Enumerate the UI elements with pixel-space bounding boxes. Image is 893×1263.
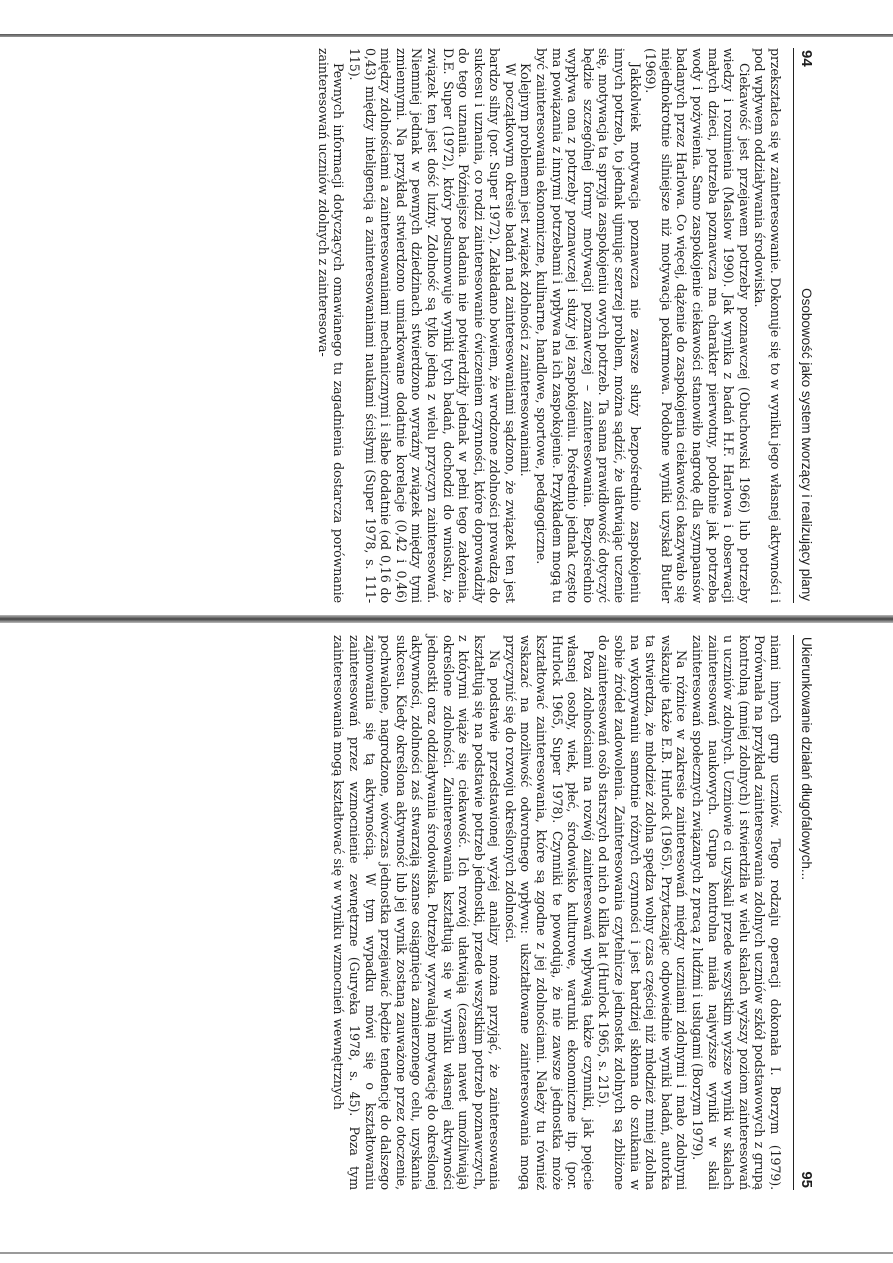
paragraph: Kolejnym problemem jest związek zdolności z zainteresowaniami. (518, 63, 534, 477)
page-body (331, 635, 783, 1190)
paragraph: Jakkolwiek motywacja poznawcza nie zawsze służy bezpośrednio zaspokojeniu innych potrzeb, to jednak ujmując szerzej problem, można sądzić, że ułatwiając uczenie się, motywacja ta sprzyja zaspokojeniu owych potrzeb. Ta sama prawidłowość dotyczyć będzie szczególnej formy motywacji poznawczej – zainteresowania. Bezpośrednio wypływa ona z potrzeby poznawczej i służy jej zaspokojeniu. Pośrednio jednak często ma powiązania z innymi potrzebami i wpływa na ich zaspokojenie. Przykładem mogą tu być zainteresowania ekonomiczne, kulinarne, handlowe, sportowe, pedagogiczne. (534, 48, 643, 603)
paragraph: przekształca się w zainteresowanie. Dokonuje się to w wyniku jego własnej aktywności i pod wpływem oddziaływania środowiska. (752, 48, 783, 603)
paragraph: Ciekawość jest przejawem potrzeby poznawczej (Obuchowski 1966) lub potrzeby wiedzy i rozumienia (Maslow 1990). Jak wynika z badań H.F. Harlowa i obserwacji małych dzieci, potrzeba poznawcza ma charakter pierwotny, podobnie jak potrzeba wody i pożywienia. Samo zaspokojenie ciekawości stanowiło nagrodę dla szympansów badanych przez Harlowa. Co więcej, dążenie do zaspokojenia ciekawości okazywało się niejednokrotnie silniejsze niż motywacja pokarmowa. Podobne wyniki uzyskał Butler (1969). (643, 48, 752, 603)
paragraph: Na różnice w zakresie zainteresowań między uczniami zdolnymi i mało zdolnymi wskazuje także E.B. Hurlock (1965). Przytaczając odpowiednie wyniki badań, autorka ta stwierdza, że młodzież zdolna spędza wolny czas częściej niż młodzież mniej zdolna na wykonywaniu samotnie różnych czynności i jest bardziej skłonna do szukania w sobie źródeł zadowolenia. Zainteresowania czytelnicze jednostek zdolnych są zbliżone do zainteresowań osób starszych od nich o kilka lat (Hurlock 1965, s. 215). (596, 635, 690, 1190)
running-head-left (793, 48, 815, 603)
paragraph: Poza zdolnościami na rozwój zainteresowań wpływają także czynniki, jak pojęcie własnej osoby, wiek, płeć, środowisko kulturowe, warunki ekonomiczne itp. (por. Hurlock 1965, Super 1978). Czynniki te powodują, że nie zawsze jednostka może kształtować zainteresowania, które są zgodne z jej zdolnościami. Należy tu również wskazać na możliwość odwrotnego wpływu: ukształtowane zainteresowania mogą przyczynić się do rozwoju określonych zdolności. (502, 635, 596, 1190)
left-page (60, 48, 815, 603)
page-number: 95 (798, 1171, 815, 1188)
scan-border-bottom (0, 1252, 893, 1254)
paragraph: niami innych grup uczniów. Tego rodzaju operacji dokonała I. Borzym (1979). Porównała na przykład zainteresowania zdolnych uczniów szkół podstawowych z grupą kontrolną (mniej zdolnych) i stwierdziła w wielu skalach wyższy poziom zainteresowań u uczniów zdolnych. Uczniowie ci uzyskali przede wszystkim wyższe wyniki w skalach zainteresowań naukowych. Grupa kontrolna miała najwyższe wyniki w skali zainteresowań społecznych związanych z pracą z ludźmi i usługami (Borzym 1979). (690, 635, 783, 1190)
right-page (60, 635, 815, 1190)
scan-border-top (0, 34, 893, 37)
running-head-title: Osobowość jako system tworzący i realizujący plany (799, 288, 814, 601)
paragraph: Pewnych informacji dotyczących omawianego tu zagadnienia dostarcza porównanie zainteresowań uczniów zdolnych z zainteresowa- (315, 48, 347, 603)
paragraph: Na podstawie przedstawionej wyżej analizy można przyjąć, że zainteresowania kształtują się na podstawie potrzeb jednostki, przede wszystkim potrzeb poznawczych, z którymi wiąże się ciekawość. Ich rozwój ułatwiają (czasem nawet umożliwiają) określone zdolności. Zainteresowania kształtują się w wyniku własnej aktywności jednostki oraz oddziaływania środowiska. Potrzeby wyzwalają motywację do określonej aktywności, zdolności zaś stwarzają szanse osiągnięcia zamierzonego celu, uzyskania sukcesu. Kiedy określona aktywność lub jej wynik zostaną zauważone przez otoczenie, pochwalone, nagrodzone, wówczas jednostka przejawiać będzie tendencję do dalszego zajmowania się tą aktywnością. W tym wypadku mówi się o kształtowaniu zainteresowań przez wzmocnienie zewnętrzne (Guryeka 1978, s. 45). Poza tym zainteresowania mogą kształtować się w wyniku wzmocnień wewnętrznych (331, 635, 503, 1190)
running-head-right (793, 635, 815, 1190)
running-head-title: Ukierunkowanie działań długofalowych... (799, 637, 814, 881)
paragraph: W początkowym okresie badań nad zainteresowaniami sądzono, że związek ten jest bardzo silny (por. Super 1972). Zakładano bowiem, że wrodzone zdolności prowadzą do sukcesu i uznania, co rodzi zainteresowanie ćwiczeniem czynności, które doprowadziły do tego uznania. Późniejsze badania nie potwierdziły jednak w pełni tego założenia. D.E. Super (1972), który podsumowuje wyniki tych badań, dochodzi do wniosku, że związek ten jest dość luźny. Zdolność są tylko jedną z wielu przyczyn zainteresowań. Niemniej jednak w pewnych dziedzinach stwierdzono wyraźny związek między tymi zmiennymi. Na przykład stwierdzono umiarkowane dodatnie korelacje (0,42 i 0,46) między zdolnościami a zainteresowaniami mechanicznymi i słabe dodatnie (od 0,16 do 0,43) między inteligencją a zainteresowaniami naukami ścisłymi (Super 1978, s. 111-115). (346, 48, 518, 603)
book-spine-shadow (0, 615, 893, 623)
page-body (315, 48, 783, 603)
page-number: 94 (798, 50, 815, 67)
